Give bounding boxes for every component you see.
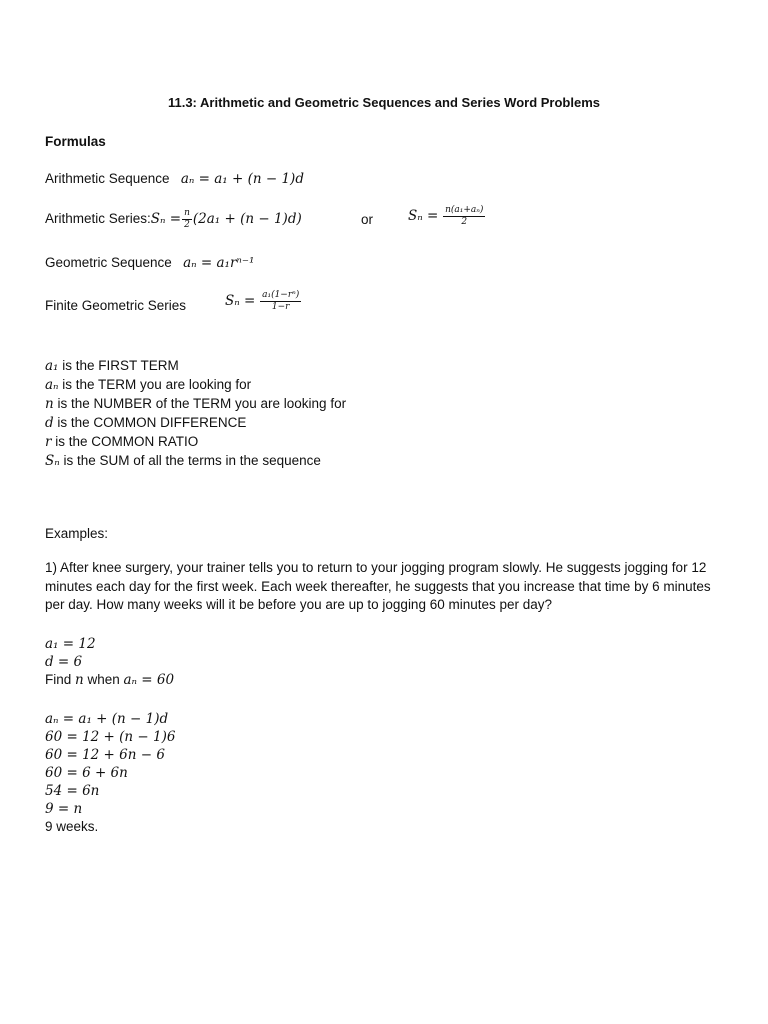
definition-item xyxy=(45,452,321,470)
geometric-sequence-label: Geometric Sequence xyxy=(45,255,172,270)
definition-symbol: d xyxy=(45,415,54,431)
find-prefix: Find xyxy=(45,672,76,687)
definition-symbol: r xyxy=(45,434,52,450)
definition-symbol: aₙ xyxy=(45,377,59,393)
formulas-heading: Formulas xyxy=(45,134,106,149)
work-step: 9 = n xyxy=(45,801,83,817)
arithmetic-sequence-formula: aₙ = a₁ + (n − 1)d xyxy=(180,171,304,187)
geometric-sequence-formula: aₙ = a₁rⁿ⁻¹ xyxy=(183,255,255,271)
arithmetic-series-alt-fraction xyxy=(443,205,485,228)
geometric-series-label: Finite Geometric Series xyxy=(45,298,187,313)
arithmetic-series-fraction xyxy=(182,208,192,231)
arithmetic-sequence-row xyxy=(45,170,304,188)
example-1-answer: 9 weeks. xyxy=(45,819,99,834)
examples-heading: Examples: xyxy=(45,526,109,541)
arithmetic-series-row xyxy=(45,208,302,231)
work-step: 60 = 12 + 6n − 6 xyxy=(45,747,165,763)
fraction-numerator: n xyxy=(184,208,190,218)
fraction-denominator: 2 xyxy=(184,220,190,230)
definition-item xyxy=(45,433,198,451)
definition-item xyxy=(45,414,246,432)
definition-item xyxy=(45,376,251,394)
definition-symbol: a₁ xyxy=(45,358,59,374)
find-mid: when xyxy=(83,672,124,687)
definition-text: is the NUMBER of the TERM you are looking for xyxy=(53,396,347,411)
work-step: 54 = 6n xyxy=(45,783,100,799)
example-1-given-a1: a₁ = 12 xyxy=(45,636,96,652)
example-1-given-d: d = 6 xyxy=(45,654,83,670)
geometric-series-row xyxy=(45,297,186,315)
work-step: 60 = 12 + (n − 1)6 xyxy=(45,729,176,745)
page-title: 11.3: Arithmetic and Geometric Sequences and Series Word Problems xyxy=(167,95,601,110)
arithmetic-series-label: Arithmetic Series: xyxy=(45,211,151,227)
find-condition: aₙ = 60 xyxy=(123,672,175,688)
work-step: 60 = 6 + 6n xyxy=(45,765,128,781)
fraction-numerator: a₁(1−rⁿ) xyxy=(262,290,300,300)
definition-symbol: Sₙ xyxy=(45,453,60,469)
fraction-denominator: 1−r xyxy=(271,302,290,312)
definition-text: is the SUM of all the terms in the sequence xyxy=(59,453,321,468)
arithmetic-series-alt-formula xyxy=(408,205,486,228)
definition-text: is the COMMON RATIO xyxy=(51,434,199,449)
definition-item xyxy=(45,357,179,375)
fraction-denominator: 2 xyxy=(461,217,468,227)
work-step: aₙ = a₁ + (n − 1)d xyxy=(45,711,169,727)
example-1-find xyxy=(45,671,174,689)
example-1-problem: 1) After knee surgery, your trainer tells you to return to your jogging program slowly. He suggests jogging for 12 minutes each day for the first week. Each week thereafter, he suggests that you increase that time by 6 minutes per day. How many weeks will it be before you are up to jogging 60 minutes per day? xyxy=(45,560,711,612)
definition-text: is the TERM you are looking for xyxy=(58,377,252,392)
geometric-series-formula xyxy=(225,290,302,313)
arithmetic-series-alt-lhs: Sₙ = xyxy=(408,208,439,225)
or-text: or xyxy=(361,212,374,227)
arithmetic-series-lhs: Sₙ = xyxy=(150,211,182,228)
arithmetic-series-rhs: (2a₁ + (n − 1)d) xyxy=(192,211,302,228)
definition-item xyxy=(45,395,346,413)
arithmetic-sequence-label: Arithmetic Sequence xyxy=(45,171,170,186)
definition-text: is the COMMON DIFFERENCE xyxy=(53,415,247,430)
definition-symbol: n xyxy=(45,396,54,412)
geometric-series-fraction xyxy=(260,290,301,313)
find-variable: n xyxy=(75,672,84,688)
fraction-numerator: n(a₁+aₙ) xyxy=(445,205,484,215)
geometric-series-lhs: Sₙ = xyxy=(225,293,256,310)
definition-text: is the FIRST TERM xyxy=(58,358,179,373)
geometric-sequence-row xyxy=(45,254,254,272)
